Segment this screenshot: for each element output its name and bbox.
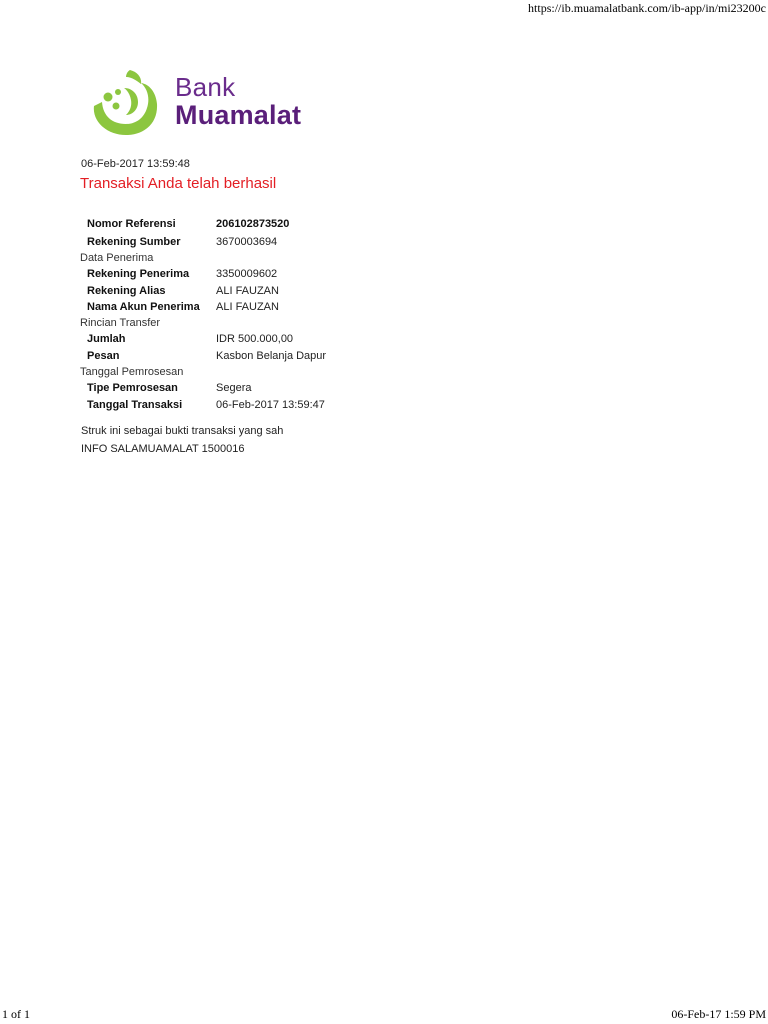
row-source-account [80, 234, 420, 251]
source-account-label: Rekening Sumber [87, 236, 181, 248]
row-recipient-name [80, 299, 420, 316]
receipt-timestamp: 06-Feb-2017 13:59:48 [81, 158, 190, 170]
reference-label: Nomor Referensi [87, 218, 176, 230]
row-transaction-date [80, 397, 420, 414]
receipt-validity-note: Struk ini sebagai bukti transaksi yang sah [81, 425, 284, 437]
message-label: Pesan [87, 349, 120, 362]
alias-account-value: ALI FAUZAN [216, 284, 279, 297]
transaction-date-value: 06-Feb-2017 13:59:47 [216, 398, 325, 411]
recipient-account-label: Rekening Penerima [87, 268, 190, 281]
row-amount [80, 331, 420, 348]
print-date: 06-Feb-17 1:59 PM [671, 1007, 766, 1021]
page-number: 1 of 1 [2, 1007, 30, 1021]
row-reference [80, 216, 420, 234]
row-message [80, 348, 420, 365]
recipient-name-value: ALI FAUZAN [216, 301, 279, 314]
recipient-name-label: Nama Akun Penerima [87, 301, 200, 314]
reference-value: 206102873520 [216, 218, 290, 230]
recipient-account-value: 3350009602 [216, 268, 278, 281]
info-salamuamalat: INFO SALAMUAMALAT 1500016 [81, 443, 245, 455]
amount-value: IDR 500.000,00 [216, 333, 294, 346]
transaction-details [80, 216, 420, 413]
processing-type-label: Tipe Pemrosesan [87, 382, 178, 395]
source-account-value: 3670003694 [216, 236, 278, 248]
section-recipient-data: Data Penerima [80, 251, 154, 264]
success-message: Transaksi Anda telah berhasil [80, 175, 277, 192]
section-processing-date: Tanggal Pemrosesan [80, 365, 184, 378]
section-transfer-details: Rincian Transfer [80, 316, 161, 329]
row-alias-account [80, 283, 420, 300]
bank-muamalat-logo-icon [86, 66, 170, 138]
transaction-date-label: Tanggal Transaksi [87, 398, 183, 411]
alias-account-label: Rekening Alias [87, 284, 166, 297]
row-recipient-account [80, 266, 420, 283]
logo-text-muamalat: Muamalat [175, 100, 302, 130]
row-processing-type [80, 380, 420, 397]
logo-text-bank: Bank [175, 72, 236, 102]
message-value: Kasbon Belanja Dapur [216, 349, 327, 362]
processing-type-value: Segera [216, 382, 252, 395]
bank-logo [86, 66, 316, 138]
amount-label: Jumlah [87, 333, 126, 346]
print-header-url: https://ib.muamalatbank.com/ib-app/in/mi23200c [528, 1, 766, 15]
